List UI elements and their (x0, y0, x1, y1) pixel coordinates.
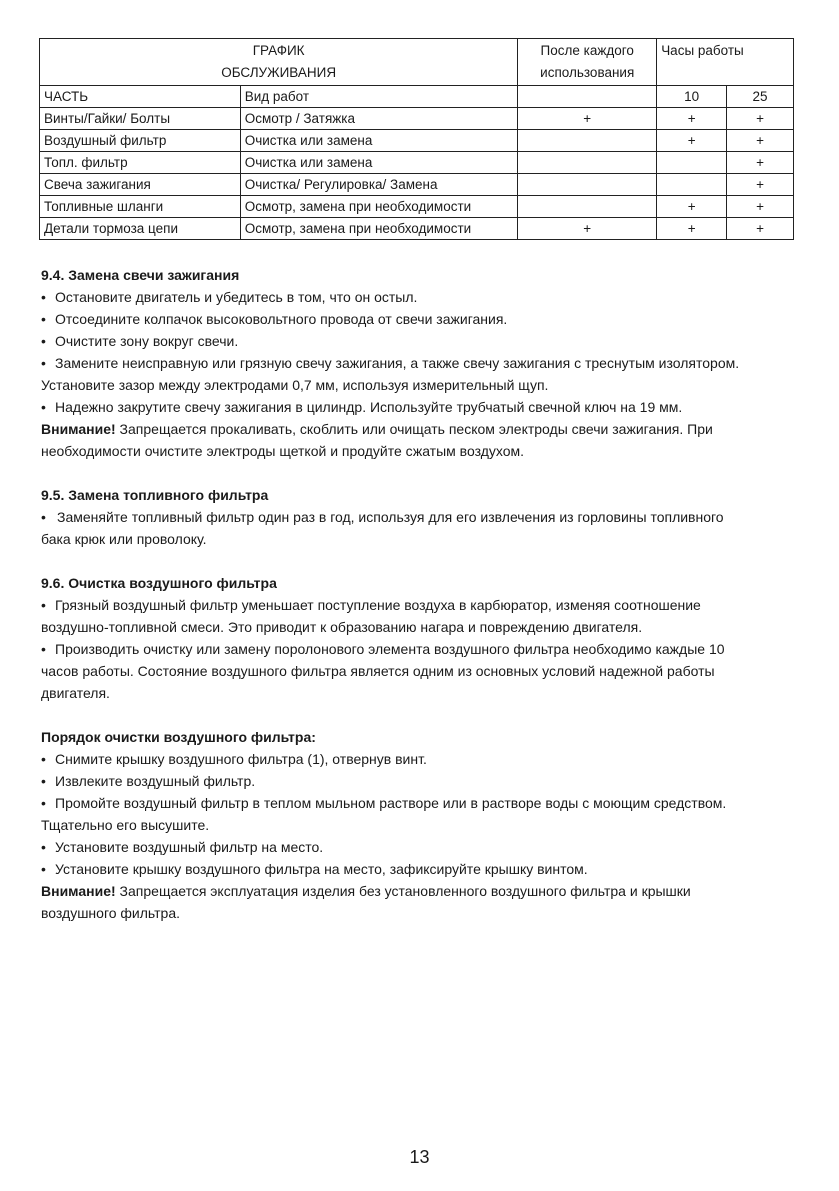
cell-hours-10: + (657, 108, 727, 130)
maintenance-schedule-table (39, 38, 794, 240)
list-item-text: Остановите двигатель и убедитесь в том, что он остыл. (55, 289, 418, 305)
list-item-text: Отсоедините колпачок высоковольтного провода от свечи зажигания. (55, 311, 508, 327)
col-hours-10: 10 (657, 86, 727, 108)
table-header-row (40, 39, 794, 86)
bullet-icon: • (41, 839, 46, 855)
page-number: 13 (409, 1147, 430, 1167)
table-row (40, 196, 794, 218)
list-item (41, 352, 801, 374)
schedule-title (40, 39, 518, 86)
bullet-icon: • (41, 509, 46, 525)
warning-paragraph (41, 418, 801, 440)
bullet-icon: • (41, 355, 46, 371)
cell-hours-10: + (657, 218, 727, 240)
bullet-icon: • (41, 311, 46, 327)
table-subheader-row (40, 86, 794, 108)
attention-label: Внимание! (41, 421, 116, 437)
list-item (41, 792, 801, 814)
cell-after-use (518, 174, 657, 196)
bullet-icon: • (41, 861, 46, 877)
cell-work: Очистка или замена (240, 152, 518, 174)
list-item-continuation: часов работы. Состояние воздушного фильтра является одним из основных условий надежной работы (41, 663, 715, 679)
table-row (40, 218, 794, 240)
cell-after-use (518, 130, 657, 152)
bullet-icon: • (41, 751, 46, 767)
cell-work: Очистка или замена (240, 130, 518, 152)
table-row (40, 130, 794, 152)
list-item-text: Заменяйте топливный фильтр один раз в год, используя для его извлечения из горловины топливного (57, 509, 724, 525)
list-item-text: Надежно закрутите свечу зажигания в цилиндр. Используйте трубчатый свечной ключ на 19 мм. (55, 399, 683, 415)
list-item (41, 638, 801, 660)
cell-hours-10 (657, 174, 727, 196)
cell-hours-25: + (727, 108, 794, 130)
bullet-icon: • (41, 641, 46, 657)
list-item-text: Извлеките воздушный фильтр. (55, 773, 256, 789)
cell-part: Детали тормоза цепи (40, 218, 241, 240)
list-item-continuation: бака крюк или проволоку. (41, 531, 207, 547)
cell-hours-25: + (727, 130, 794, 152)
section-heading: 9.4. Замена свечи зажигания (41, 267, 240, 283)
bullet-icon: • (41, 597, 46, 613)
bullet-icon: • (41, 795, 46, 811)
list-item (41, 858, 801, 880)
cell-work: Осмотр / Затяжка (240, 108, 518, 130)
section-9-5 (41, 484, 801, 550)
cell-hours-25: + (727, 218, 794, 240)
cell-part: Топл. фильтр (40, 152, 241, 174)
list-item-continuation: двигателя. (41, 685, 110, 701)
col-after-empty (518, 86, 657, 108)
list-item-text: Замените неисправную или грязную свечу зажигания, а также свечу зажигания с треснутым изолятором. (55, 355, 740, 371)
list-item-text: Снимите крышку воздушного фильтра (1), отвернув винт. (55, 751, 427, 767)
table-row (40, 108, 794, 130)
list-item (41, 506, 801, 528)
warning-continuation: необходимости очистите электроды щеткой и продуйте сжатым воздухом. (41, 443, 524, 459)
cell-part: Винты/Гайки/ Болты (40, 108, 241, 130)
list-item (41, 748, 801, 770)
cleaning-procedure (41, 726, 801, 924)
bullet-icon: • (41, 289, 46, 305)
cell-hours-25: + (727, 152, 794, 174)
list-item-text: Производить очистку или замену поролонового элемента воздушного фильтра необходимо каждые 10 (55, 641, 725, 657)
list-item (41, 770, 801, 792)
cell-after-use: + (518, 218, 657, 240)
section-9-6 (41, 572, 801, 704)
list-item (41, 330, 801, 352)
after-use-line2: использования (540, 65, 635, 80)
list-item-continuation: Установите зазор между электродами 0,7 мм, используя измерительный щуп. (41, 377, 549, 393)
cell-hours-25: + (727, 174, 794, 196)
list-item (41, 308, 801, 330)
after-use-line1: После каждого (540, 43, 634, 58)
list-item (41, 286, 801, 308)
table-row (40, 174, 794, 196)
list-item-continuation: воздушно-топливной смеси. Это приводит к образованию нагара и повреждению двигателя. (41, 619, 643, 635)
schedule-title-line1: ГРАФИК (252, 43, 305, 58)
list-item-text: Установите воздушный фильтр на место. (55, 839, 324, 855)
cell-hours-10: + (657, 196, 727, 218)
col-hours-25: 25 (727, 86, 794, 108)
hours-header: Часы работы (657, 39, 794, 86)
schedule-title-line2: ОБСЛУЖИВАНИЯ (221, 65, 337, 80)
cell-work: Осмотр, замена при необходимости (240, 196, 518, 218)
cell-part: Топливные шланги (40, 196, 241, 218)
section-heading: 9.5. Замена топливного фильтра (41, 487, 269, 503)
cell-hours-10 (657, 152, 727, 174)
warning-text: Запрещается прокаливать, скоблить или очищать песком электроды свечи зажигания. При (115, 421, 713, 437)
list-item (41, 594, 801, 616)
section-9-4 (41, 264, 801, 462)
cell-after-use: + (518, 108, 657, 130)
cell-hours-10: + (657, 130, 727, 152)
bullet-icon: • (41, 333, 46, 349)
cell-after-use (518, 152, 657, 174)
list-item-text: Грязный воздушный фильтр уменьшает поступление воздуха в карбюратор, изменяя соотношение (55, 597, 701, 613)
cell-after-use (518, 196, 657, 218)
list-item-text: Очистите зону вокруг свечи. (55, 333, 239, 349)
warning-continuation: воздушного фильтра. (41, 905, 180, 921)
warning-paragraph (41, 880, 801, 902)
list-item-continuation: Тщательно его высушите. (41, 817, 210, 833)
cell-part: Свеча зажигания (40, 174, 241, 196)
cell-hours-25: + (727, 196, 794, 218)
warning-text: Запрещается эксплуатация изделия без установленного воздушного фильтра и крышки (115, 883, 691, 899)
list-item-text: Установите крышку воздушного фильтра на место, зафиксируйте крышку винтом. (55, 861, 588, 877)
cell-part: Воздушный фильтр (40, 130, 241, 152)
section-heading: 9.6. Очистка воздушного фильтра (41, 575, 277, 591)
bullet-icon: • (41, 773, 46, 789)
section-heading: Порядок очистки воздушного фильтра: (41, 729, 316, 745)
list-item (41, 836, 801, 858)
bullet-icon: • (41, 399, 46, 415)
list-item-text: Промойте воздушный фильтр в теплом мыльном растворе или в растворе воды с моющим средством. (55, 795, 727, 811)
after-use-header (518, 39, 657, 86)
col-work-header: Вид работ (240, 86, 518, 108)
cell-work: Очистка/ Регулировка/ Замена (240, 174, 518, 196)
list-item (41, 396, 801, 418)
attention-label: Внимание! (41, 883, 116, 899)
cell-work: Осмотр, замена при необходимости (240, 218, 518, 240)
col-part-header: ЧАСТЬ (40, 86, 241, 108)
table-row (40, 152, 794, 174)
